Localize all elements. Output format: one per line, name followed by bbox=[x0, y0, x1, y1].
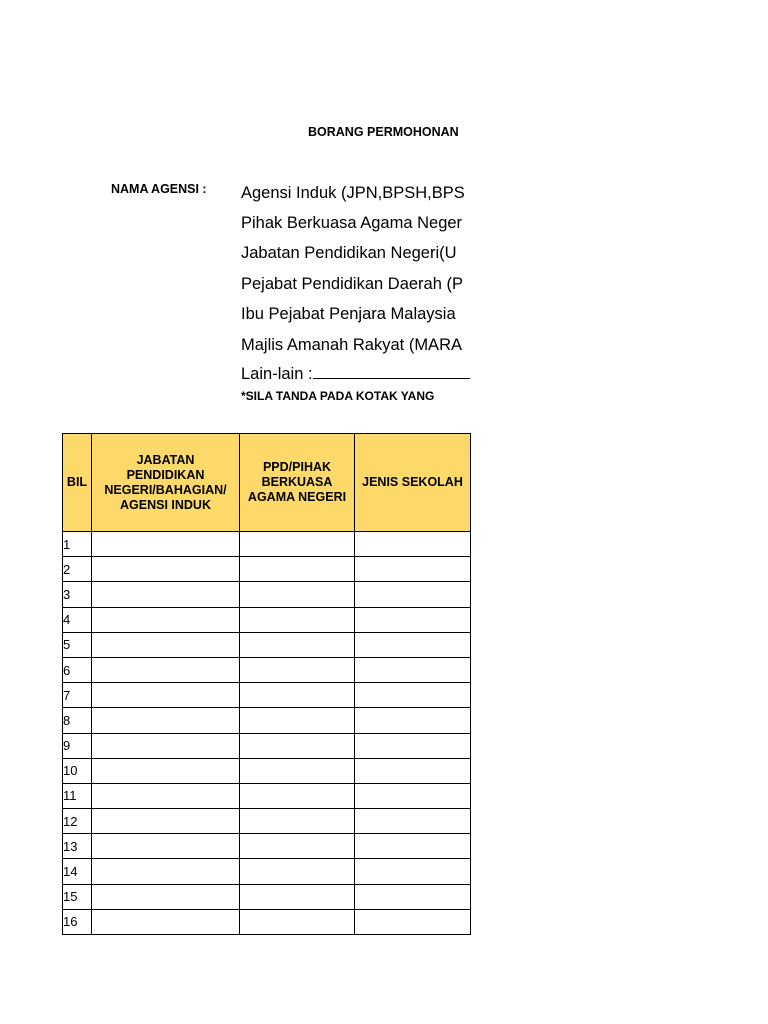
jpn-cell[interactable] bbox=[92, 708, 240, 733]
ppd-cell[interactable] bbox=[240, 657, 355, 682]
row-number: 1 bbox=[63, 532, 92, 557]
table-row bbox=[63, 834, 471, 859]
jpn-cell[interactable] bbox=[92, 834, 240, 859]
header-jenis-sekolah: JENIS SEKOLAH bbox=[355, 434, 471, 532]
row-number: 15 bbox=[63, 884, 92, 909]
jpn-cell[interactable] bbox=[92, 607, 240, 632]
jpn-cell[interactable] bbox=[92, 532, 240, 557]
application-table bbox=[62, 433, 471, 935]
jpn-cell[interactable] bbox=[92, 809, 240, 834]
ppd-cell[interactable] bbox=[240, 909, 355, 934]
ppd-cell[interactable] bbox=[240, 809, 355, 834]
row-number: 4 bbox=[63, 607, 92, 632]
agency-label: NAMA AGENSI : bbox=[111, 182, 207, 196]
row-number: 9 bbox=[63, 733, 92, 758]
row-number: 6 bbox=[63, 657, 92, 682]
jpn-cell[interactable] bbox=[92, 884, 240, 909]
ppd-cell[interactable] bbox=[240, 783, 355, 808]
instruction-note: *SILA TANDA PADA KOTAK YANG bbox=[241, 389, 435, 403]
ppd-cell[interactable] bbox=[240, 884, 355, 909]
agency-options bbox=[241, 180, 470, 386]
table-row bbox=[63, 708, 471, 733]
table-header-row bbox=[63, 434, 471, 532]
jenis-sekolah-cell[interactable] bbox=[355, 632, 471, 657]
table-row bbox=[63, 683, 471, 708]
jenis-sekolah-cell[interactable] bbox=[355, 683, 471, 708]
agency-option-ppd[interactable]: Pejabat Pendidikan Daerah (P bbox=[241, 275, 463, 293]
row-number: 8 bbox=[63, 708, 92, 733]
row-number: 2 bbox=[63, 557, 92, 582]
table-row bbox=[63, 607, 471, 632]
agency-option-mara[interactable]: Majlis Amanah Rakyat (MARA bbox=[241, 336, 462, 354]
row-number: 12 bbox=[63, 809, 92, 834]
jenis-sekolah-cell[interactable] bbox=[355, 783, 471, 808]
jpn-cell[interactable] bbox=[92, 733, 240, 758]
ppd-cell[interactable] bbox=[240, 758, 355, 783]
table-row bbox=[63, 783, 471, 808]
jenis-sekolah-cell[interactable] bbox=[355, 859, 471, 884]
ppd-cell[interactable] bbox=[240, 834, 355, 859]
jenis-sekolah-cell[interactable] bbox=[355, 657, 471, 682]
table-row bbox=[63, 733, 471, 758]
jenis-sekolah-cell[interactable] bbox=[355, 733, 471, 758]
jpn-cell[interactable] bbox=[92, 632, 240, 657]
ppd-cell[interactable] bbox=[240, 632, 355, 657]
row-number: 7 bbox=[63, 683, 92, 708]
table-row bbox=[63, 884, 471, 909]
jpn-cell[interactable] bbox=[92, 859, 240, 884]
agency-option-jpn[interactable]: Jabatan Pendidikan Negeri(U bbox=[241, 244, 457, 262]
agency-option-other[interactable] bbox=[241, 364, 470, 384]
jpn-cell[interactable] bbox=[92, 657, 240, 682]
table-row bbox=[63, 859, 471, 884]
ppd-cell[interactable] bbox=[240, 708, 355, 733]
jenis-sekolah-cell[interactable] bbox=[355, 809, 471, 834]
header-jpn: JABATAN PENDIDIKAN NEGERI/BAHAGIAN/ AGENSI INDUK bbox=[92, 434, 240, 532]
row-number: 16 bbox=[63, 909, 92, 934]
jpn-cell[interactable] bbox=[92, 909, 240, 934]
jenis-sekolah-cell[interactable] bbox=[355, 884, 471, 909]
jenis-sekolah-cell[interactable] bbox=[355, 909, 471, 934]
jpn-cell[interactable] bbox=[92, 783, 240, 808]
row-number: 13 bbox=[63, 834, 92, 859]
ppd-cell[interactable] bbox=[240, 582, 355, 607]
table-row bbox=[63, 657, 471, 682]
jenis-sekolah-cell[interactable] bbox=[355, 708, 471, 733]
ppd-cell[interactable] bbox=[240, 733, 355, 758]
jpn-cell[interactable] bbox=[92, 683, 240, 708]
row-number: 14 bbox=[63, 859, 92, 884]
jenis-sekolah-cell[interactable] bbox=[355, 532, 471, 557]
ppd-cell[interactable] bbox=[240, 683, 355, 708]
header-ppd: PPD/PIHAK BERKUASA AGAMA NEGERI bbox=[240, 434, 355, 532]
ppd-cell[interactable] bbox=[240, 532, 355, 557]
jpn-cell[interactable] bbox=[92, 582, 240, 607]
ppd-cell[interactable] bbox=[240, 557, 355, 582]
jenis-sekolah-cell[interactable] bbox=[355, 582, 471, 607]
table-row bbox=[63, 557, 471, 582]
jenis-sekolah-cell[interactable] bbox=[355, 607, 471, 632]
row-number: 10 bbox=[63, 758, 92, 783]
row-number: 5 bbox=[63, 632, 92, 657]
table-row bbox=[63, 532, 471, 557]
table-row bbox=[63, 758, 471, 783]
table-row bbox=[63, 909, 471, 934]
form-title: BORANG PERMOHONAN bbox=[308, 125, 459, 139]
other-input-line[interactable] bbox=[313, 364, 470, 379]
other-label: Lain-lain : bbox=[241, 365, 313, 383]
table-row bbox=[63, 632, 471, 657]
agency-option-agama[interactable]: Pihak Berkuasa Agama Neger bbox=[241, 214, 463, 232]
agency-option-penjara[interactable]: Ibu Pejabat Penjara Malaysia bbox=[241, 305, 456, 323]
ppd-cell[interactable] bbox=[240, 607, 355, 632]
row-number: 11 bbox=[63, 783, 92, 808]
agency-option-induk[interactable]: Agensi Induk (JPN,BPSH,BPS bbox=[241, 184, 465, 202]
table-row bbox=[63, 582, 471, 607]
jenis-sekolah-cell[interactable] bbox=[355, 758, 471, 783]
table-row bbox=[63, 809, 471, 834]
jenis-sekolah-cell[interactable] bbox=[355, 834, 471, 859]
header-bil: BIL bbox=[63, 434, 92, 532]
jpn-cell[interactable] bbox=[92, 557, 240, 582]
row-number: 3 bbox=[63, 582, 92, 607]
jpn-cell[interactable] bbox=[92, 758, 240, 783]
ppd-cell[interactable] bbox=[240, 859, 355, 884]
jenis-sekolah-cell[interactable] bbox=[355, 557, 471, 582]
